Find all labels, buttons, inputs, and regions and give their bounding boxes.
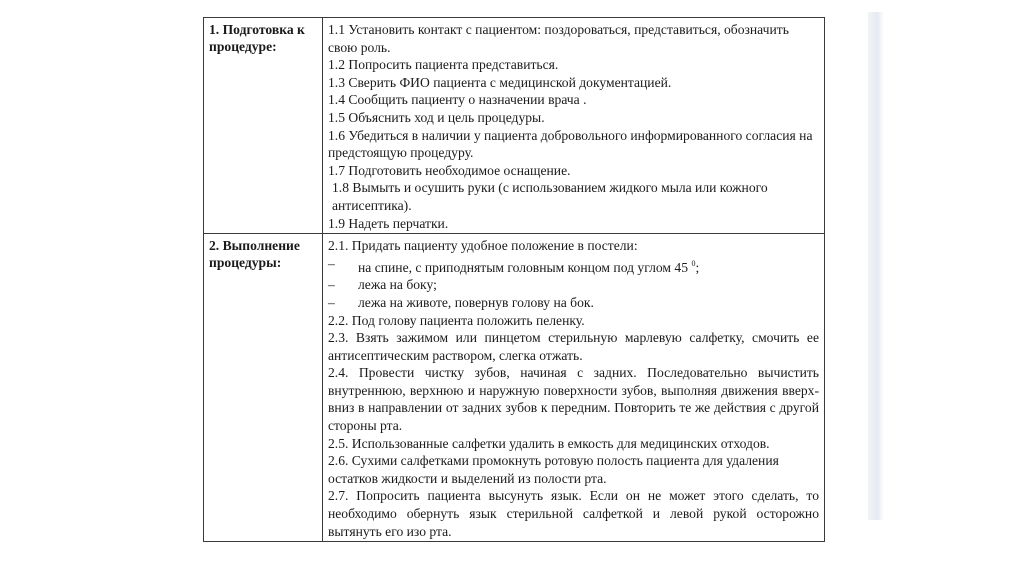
dash-bullet: – (328, 255, 335, 271)
procedure-table (203, 17, 825, 542)
step-item: 2.4. Провести чистку зубов, начиная с задних. Последовательно вычистить внутреннюю, верхнюю и наружную поверхности зубов, выполняя движения вверх-вниз в направлении от задних зубов к передним. Повторить те же действия с другой стороны рта. (328, 365, 819, 434)
step-item: 1.4 Сообщить пациенту о назначении врача . (328, 92, 587, 108)
step-item: 1.1 Установить контакт с пациентом: поздороваться, представиться, обозначить свою роль. (328, 22, 789, 55)
position-option (328, 294, 819, 312)
step-item: 2.2. Под голову пациента положить пеленку. (328, 312, 585, 328)
step-item: 1.8 Вымыть и осушить руки (с использованием жидкого мыла или кожного антисептика). (332, 180, 768, 213)
position-option-text: лежа на боку; (358, 277, 437, 293)
position-option (328, 276, 819, 294)
dash-bullet: – (328, 294, 335, 310)
step-item: 2.7. Попросить пациента высунуть язык. Если он не может этого сделать, то необходимо обернуть язык стерильной салфеткой и левой рукой осторожно вытянуть его изо рта. (328, 488, 819, 539)
step-item: 2.5. Использованные салфетки удалить в емкость для медицинских отходов. (328, 435, 770, 451)
row-content (323, 18, 825, 234)
dash-bullet: – (328, 277, 335, 293)
page-edge-shadow (868, 12, 884, 520)
table-row (204, 18, 825, 234)
step-item: 2.3. Взять зажимом или пинцетом стерильную марлевую салфетку, смочить ее антисептическим раствором, слегка отжать. (328, 330, 819, 363)
step-item: 1.6 Убедиться в наличии у пациента добровольного информированного согласия на предстоящую процедуру. (328, 127, 813, 161)
step-item: 2.6. Сухими салфетками промокнуть ротовую полость пациента для удаления остатков жидкости и выделений из полости рта. (328, 453, 779, 486)
row-label: 1. Подготовка к процедуре: (204, 18, 323, 234)
step-item: 2.1. Придать пациенту удобное положение в постели: (328, 238, 638, 254)
table-row (204, 234, 825, 542)
position-option-text: лежа на животе, повернув голову на бок. (358, 294, 594, 310)
degree-superscript: 0 (691, 258, 696, 268)
row-content (323, 234, 825, 542)
step-item: 1.3 Сверить ФИО пациента с медицинской документацией. (328, 74, 672, 90)
step-item: 1.5 Объяснить ход и цель процедуры. (328, 109, 545, 125)
step-item: 1.9 Надеть перчатки. (328, 215, 449, 231)
position-option (328, 255, 819, 277)
row-label: 2. Выполнение процедуры: (204, 234, 323, 542)
position-option-text: на спине, с приподнятым головным концом под углом 45 $^0$; (358, 258, 700, 275)
step-item: 1.2 Попросить пациента представиться. (328, 57, 559, 73)
step-item: 1.7 Подготовить необходимое оснащение. (328, 162, 571, 178)
